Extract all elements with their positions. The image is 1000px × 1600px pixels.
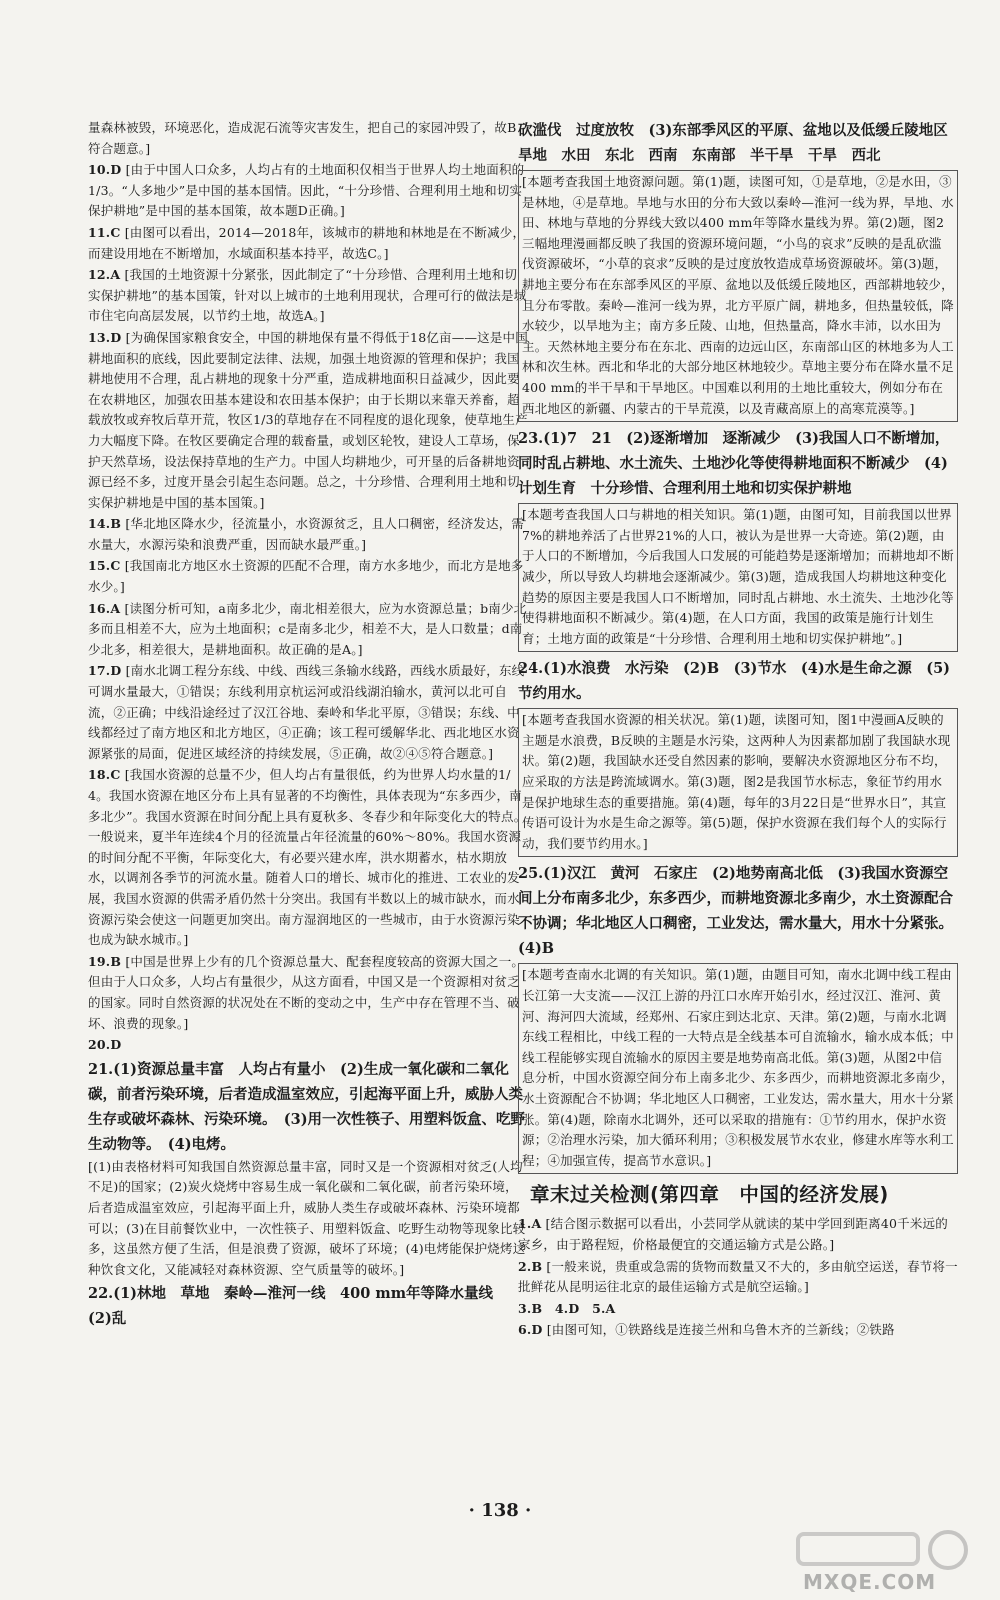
explanation-text: [由图可知，①铁路线是连接兰州和乌鲁木齐的兰新线；②铁路: [546, 1322, 895, 1338]
explanation-text: [本题考查我国人口与耕地的相关知识。第(1)题，由图可知，目前我国以世界7%的耕地养活了占世界21%的人口，被认为是世界一大奇迹。第(2)题，由于人口的不断增加，今后我国人口发展的可能趋势是逐渐增加；而耕地却不断减少，所以导致人均耕地会逐渐减少。第(3)题，造成我国人均耕地这种变化趋势的原因主要是我国人口不断增加，同时乱占耕地、水土流失、土地沙化等使得耕地面积不断减少。第(4)题，在人口方面，我国的政策是施行计划生育；土地方面的政策是“十分珍惜、合理利用土地和切实保护耕地”。]: [518, 503, 958, 652]
answer-text: (1)林地 草地 秦岭—淮河一线 400 mm年等降水量线 (2)乱: [88, 1285, 508, 1328]
section-title: 章末过关检测(第四章 中国的经济发展): [530, 1183, 889, 1207]
answer-number: 25.: [518, 865, 544, 883]
explanation-text: [一般来说，贵重或急需的货物而数量又不大的，多由航空运送，春节将一批鲜花从昆明运往北京的最佳运输方式是航空运输。]: [518, 1258, 958, 1295]
answer-item: [88, 661, 528, 764]
explanation-text: [我国南北方地区水土资源的匹配不合理，南方水多地少，而北方是地多水少。]: [88, 558, 524, 595]
answer-number: 12.A: [88, 267, 121, 283]
explanation-text: [读图分析可知，a南多北少，南北相差很大，应为水资源总量；b南少北多而且相差不大，应为土地面积；c是南多北少，相差不大，是人口数量；d南少北多，相差很大，是耕地面积。故正确的是A。]: [88, 600, 527, 657]
answer-number: 13.D: [88, 329, 122, 345]
explanation-text: [(1)由表格材料可知我国自然资源总量丰富，同时又是一个资源相对贫乏(人均不足)的国家；(2)炭火烧烤中容易生成一氧化碳和二氧化碳，前者污染环境，后者造成温室效应，引起海平面上升，威胁人类生存或破坏森林、污染环境都可以；(3)在目前餐饮业中，一次性筷子、用塑料饭盒、吃野生动物等现象比较多，这虽然方便了生活，但是浪费了资源，破坏了环境；(4)电烤能保护烧烤这种饮食文化，又能减轻对森林资源、空气质量等的破坏。]: [88, 1158, 526, 1277]
answer-number: 19.B: [88, 953, 122, 969]
answer-item: [518, 1299, 958, 1320]
answer-item: [88, 1057, 528, 1281]
answer-number: 16.A: [88, 600, 121, 616]
answer-item: [518, 426, 958, 652]
explanation-text: [中国是世界上少有的几个资源总量大、配套程度较高的资源大国之一。但由于人口众多，人均占有量很少，从这方面看，中国又是一个资源相对贫乏的国家。同时自然资源的状况处在不断的变动之中，生产中存在管理不当、破坏、浪费的现象。]: [88, 953, 525, 1031]
answer-item: [88, 1035, 528, 1056]
answer-number: 14.B: [88, 516, 122, 532]
answer-number: 3.B 4.D 5.A: [518, 1300, 616, 1316]
answer-item: [518, 1320, 958, 1341]
explanation-text: [本题考查我国水资源的相关状况。第(1)题，读图可知，图1中漫画A反映的主题是水浪费，B反映的主题是水污染，这两种人为因素都加剧了我国缺水现状。第(2)题，我国缺水还受自然因素的影响，要解决水资源地区分布不均，应采取的方法是跨流域调水。第(3)题，图2是我国节水标志，象征节约用水是保护地球生态的重要措施。第(4)题，每年的3月22日是“世界水日”，其宣传语可设计为水是生命之源等。第(5)题，保护水资源在我们每个人的实际行动，我们要节约用水。]: [518, 708, 958, 857]
answer-number: 10.D: [88, 162, 122, 178]
answer-text: (1)7 21 (2)逐渐增加 逐渐减少 (3)我国人口不断增加，同时乱占耕地、水土流失、土地沙化等使得耕地面积不断减少 (4)计划生育 十分珍惜、合理利用土地和切实保护耕地: [518, 430, 950, 498]
left-column: [88, 118, 528, 1332]
explanation-text: [我国水资源的总量不少，但人均占有量很低，约为世界人均水量的1/4。我国水资源在地区分布上具有显著的不均衡性，具体表现为“东多西少，南多北少”。我国水资源在时间分配上具有夏秋多、冬春少和年际变化大的特点。一般说来，夏半年连续4个月的径流量占年径流量的60%～80%。我国水资源的时间分配不平衡，年际变化大，有必要兴建水库，洪水期蓄水，枯水期放水，以调剂各季节的河流水量。随着人口的增长、城市化的推进、工农业的发展，我国水资源的供需矛盾仍然十分突出。我国有半数以上的城市缺水，而水资源污染会使这一问题更加突出。南方湿润地区的一些城市，由于水资源污染也成为缺水城市。]: [88, 767, 527, 948]
answer-item: [518, 1214, 958, 1255]
answer-item: [88, 265, 528, 327]
answer-number: 2.B: [518, 1258, 543, 1274]
explanation-text: [本题考查我国土地资源问题。第(1)题，读图可知，①是草地，②是水田，③是林地，④是草地。旱地与水田的分布大致以秦岭—淮河一线为界，旱地、水田、林地与草地的分界线大致以400 mm年等降水量线为界。第(2)题，图2三幅地理漫画都反映了我国的资源环境问题，“小鸟的哀求”反映的是乱砍滥伐资源破坏，“小草的哀求”反映的是过度放牧造成草场资源破坏。第(3)题，耕地主要分布在东部季风区的平原、盆地以及低缓丘陵地区，西部耕地较少，且分布零散。秦岭—淮河一线为界，北方平原广阔，耕地多，但热量较低，降水较少，以旱地为主；南方多丘陵、山地，但热量高，降水丰沛，以水田为主。天然林地主要分布在东北、西南的边远山区，东南部山区的林地多为人工林和次生林。西北和华北的大部分地区林地较少。草地主要分布在降水量不足400 mm的半干旱和干旱地区。中国难以利用的土地比重较大，例如分布在西北地区的新疆、内蒙古的干旱荒漠，以及青藏高原上的高寒荒漠等。]: [518, 170, 958, 422]
answer-number: 21.: [88, 1060, 114, 1078]
answer-number: 6.D: [518, 1322, 543, 1338]
answer-number: 18.C: [88, 767, 121, 783]
right-column: [518, 118, 963, 1342]
explanation-text: [由于中国人口众多，人均占有的土地面积仅相当于世界人均土地面积的1/3。“人多地少”是中国的基本国情。因此，“十分珍惜、合理利用土地和切实保护耕地”是中国的基本国策，故本题D正确。]: [88, 162, 525, 219]
answer-number: 24.: [518, 660, 544, 678]
explanation-text: [华北地区降水少，径流量小，水资源贫乏，且人口稠密，经济发达，需水量大，水源污染和浪费严重，因而缺水最严重。]: [88, 516, 525, 552]
explanation-text: [结合图示数据可以看出，小芸同学从就读的某中学回到距离40千米远的家乡，由于路程短，价格最便宜的交通运输方式是公路。]: [518, 1216, 948, 1252]
answer-item: [518, 118, 963, 422]
answer-number: 20.D: [88, 1037, 122, 1053]
watermark-text: MXQE.COM: [803, 1570, 937, 1594]
answer-item: [88, 952, 528, 1034]
answer-item: [518, 656, 958, 857]
answer-item: [88, 556, 528, 597]
answer-item: [88, 1281, 528, 1331]
explanation-text: [我国的土地资源十分紧张，因此制定了“十分珍惜、合理利用土地和切实保护耕地”的基本国策，针对以上城市的土地利用现状，合理可行的做法是城市住宅向高层发展，以节约土地，故选A。]: [88, 267, 527, 324]
answer-item: [88, 328, 528, 513]
answer-number: 17.D: [88, 663, 122, 679]
answer-text: (1)汉江 黄河 石家庄 (2)地势南高北低 (3)我国水资源空间上分布南多北少，东多西少，而耕地资源北多南少，水土资源配合不协调；华北地区人口稠密，工业发达，需水量大，用水十分紧张。 (4)B: [518, 865, 961, 958]
explanation-text: 量森林被毁，环境恶化，造成泥石流等灾害发生，把自己的家园冲毁了，故B符合题意。]: [88, 120, 517, 156]
explanation-text: [由图可以看出，2014—2018年，该城市的耕地和林地是在不断减少，而建设用地在不断增加，水域面积基本持平，故选C。]: [88, 224, 526, 261]
answer-number: 1.A: [518, 1216, 542, 1232]
answer-text: (1)资源总量丰富 人均占有量小 (2)生成一氧化碳和二氧化碳，前者污染环境，后者造成温室效应，引起海平面上升，威胁人类生存或破坏森林、污染环境。 (3)用一次性筷子、用塑料饭盒、吃野生动物等。 (4)电烤。: [88, 1060, 526, 1153]
answer-item: [88, 765, 528, 950]
answer-item: [88, 160, 528, 222]
answer-item: [88, 223, 528, 264]
explanation-text: [本题考查南水北调的有关知识。第(1)题，由题目可知，南水北调中线工程由长江第一大支流——汉江上游的丹江口水库开始引水，经过汉江、淮河、黄河、海河四大流域，经郑州、石家庄到达北京、天津。第(2)题，与南水北调东线工程相比，中线工程的一大特点是全线基本可自流输水，输水成本低；中线工程能够实现自流输水的原因主要是地势南高北低。第(3)题，从图2中信息分析，中国水资源空间分布上南多北少、东多西少，而耕地资源北多南少，水土资源配合不协调；华北地区人口稠密，工业发达，需水量大，用水十分紧张。第(4)题，除南水北调外，还可以采取的措施有：①节约用水，保护水资源；②治理水污染，加大循环利用；③积极发展节水农业，修建水库等水利工程；④加强宣传，提高节水意识。]: [518, 963, 958, 1174]
answer-item: [518, 861, 961, 1174]
answer-number: 15.C: [88, 558, 121, 574]
answer-item: [518, 1257, 958, 1298]
answer-item: [88, 514, 528, 555]
answer-number: 11.C: [88, 224, 121, 240]
page-number: · 138 ·: [468, 1500, 532, 1521]
answer-item: [88, 118, 528, 159]
explanation-text: [南水北调工程分东线、中线、西线三条输水线路，西线水质最好，东线可调水量最大，①错误；东线利用京杭运河或沿线湖泊输水，黄河以北可自流，②正确；中线沿途经过了汉江谷地、秦岭和华北平原，③错误；东线、中线都经过了南方地区和北方地区，④正确；该工程可缓解华北、西北地区水资源紧张的局面，促进区域经济的持续发展，⑤正确，故②④⑤符合题意。]: [88, 663, 525, 761]
answer-text: 砍滥伐 过度放牧 (3)东部季风区的平原、盆地以及低缓丘陵地区 旱地 水田 东北 西南 东南部 半干旱 干旱 西北: [518, 122, 963, 164]
answer-number: 23.: [518, 430, 544, 448]
explanation-text: [为确保国家粮食安全，中国的耕地保有量不得低于18亿亩——这是中国耕地面积的底线，因此要制定法律、法规，加强土地资源的管理和保护；我国耕地使用不合理，乱占耕地的现象十分严重，造成耕地面积日益减少，因此要在农耕地区，加强农田基本建设和农田基本保护；由于长期以来靠天养畜，超载放牧或弃牧后草开荒，牧区1/3的草地存在不同程度的退化现象，使草地生产力大幅度下降。在牧区要确定合理的载畜量，或划区轮牧，建设人工草场，保护天然草场，设法保持草地的生产力。中国人均耕地少，可开垦的后备耕地资源已经不多，过度开垦会引起生态问题。总之，十分珍惜、合理利用土地和切实保护耕地是中国的基本国策。]: [88, 329, 528, 510]
answer-text: (1)水浪费 水污染 (2)B (3)节水 (4)水是生命之源 (5)节约用水。: [518, 660, 951, 703]
answer-number: 22.: [88, 1285, 114, 1303]
answer-item: [88, 599, 528, 661]
